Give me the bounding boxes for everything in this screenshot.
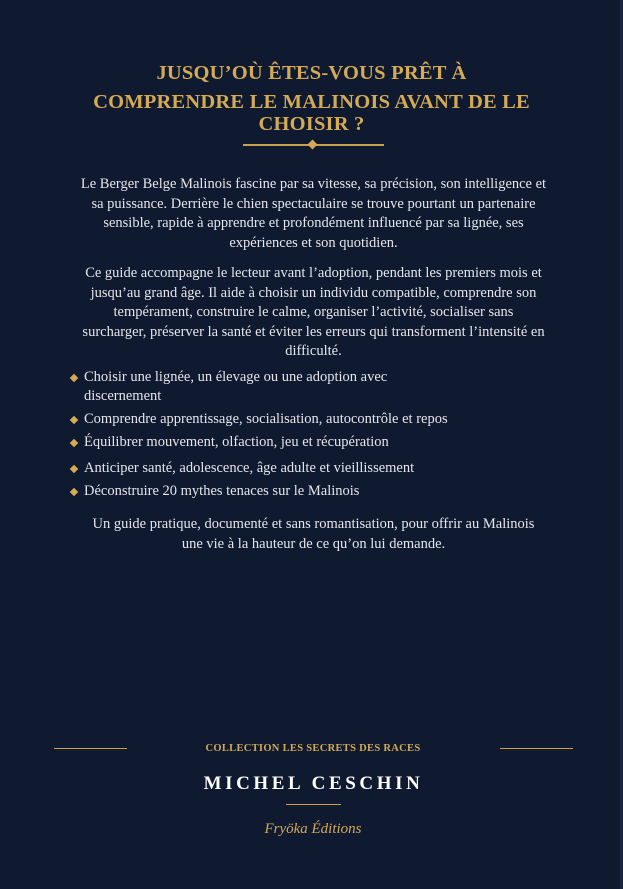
list-item <box>70 433 514 452</box>
publisher-name: Fryöka Éditions <box>264 821 362 837</box>
description-paragraph: Ce guide accompagne le lecteur avant l’adoption, pendant les premiers mois et jusqu’au grand âge. Il aide à choisir un individu compatible, comprendre son tempérament, construire le calme, organiser l’activité, socialiser sans surcharger, préserver la santé et éviter les erreurs qui transforment l’intensité en difficulté. <box>82 265 545 359</box>
list-item-text: Anticiper santé, adolescence, âge adulte et vieillissement <box>84 460 415 476</box>
page-title <box>60 60 563 134</box>
collection-rule-left <box>54 748 127 749</box>
diamond-ornament-icon <box>308 140 318 150</box>
list-item-text: Comprendre apprentissage, socialisation, autocontrôle et repos <box>84 411 448 427</box>
author-name: MICHEL CESCHIN <box>203 773 424 794</box>
author-divider <box>286 804 341 805</box>
collection-rule-right <box>500 748 573 749</box>
feature-list <box>70 368 550 505</box>
intro-paragraph: Le Berger Belge Malinois fascine par sa vitesse, sa précision, son intelligence et sa puissance. Derrière le chien spectaculaire se trouve pourtant un partenaire sensible, rapide à apprendre et profondément influencé par sa lignée, ses expériences et son quotidien. <box>80 176 547 251</box>
diamond-bullet-icon <box>70 374 78 382</box>
list-item-text: Choisir une lignée, un élevage ou une adoption avec discernement <box>84 369 388 404</box>
title-line-1: JUSQU’OÙ ÊTES-VOUS PRÊT À <box>156 62 467 84</box>
list-item <box>70 368 444 406</box>
diamond-bullet-icon <box>70 488 78 496</box>
diamond-bullet-icon <box>70 465 78 473</box>
list-item-text: Équilibrer mouvement, olfaction, jeu et récupération <box>84 434 389 450</box>
list-item <box>70 410 514 429</box>
title-line-2: COMPRENDRE LE MALINOIS AVANT DE LE <box>93 91 530 113</box>
diamond-bullet-icon <box>70 416 78 424</box>
list-item <box>70 459 514 478</box>
collection-row <box>0 742 623 756</box>
list-item <box>70 482 514 501</box>
list-item-text: Déconstruire 20 mythes tenaces sur le Malinois <box>84 483 360 499</box>
title-line-3: CHOISIR ? <box>258 113 365 135</box>
diamond-bullet-icon <box>70 439 78 447</box>
closing-paragraph: Un guide pratique, documenté et sans romantisation, pour offrir au Malinois une vie à la hauteur de ce qu’on lui demande. <box>92 516 535 552</box>
collection-name: COLLECTION LES SECRETS DES RACES <box>205 743 421 754</box>
